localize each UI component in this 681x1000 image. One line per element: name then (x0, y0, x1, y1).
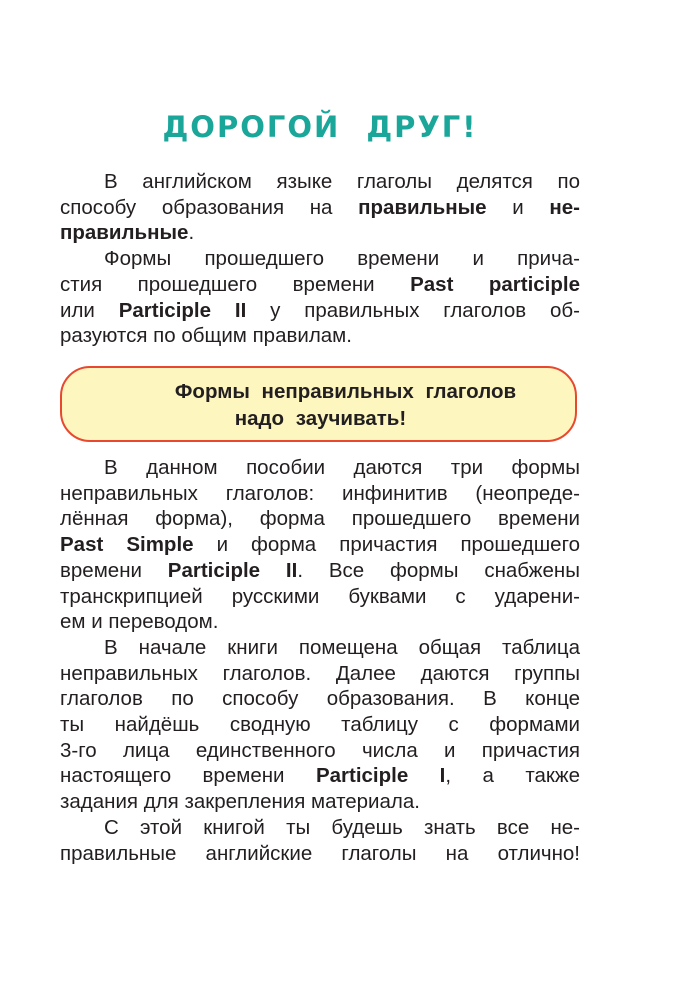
text-line: разуются по общим правилам. (60, 324, 352, 348)
text-line: 3-го лица единственного числа и причастия (60, 738, 580, 762)
text-line: времени Participle II. Все формы снабжены (60, 558, 580, 582)
term-regular: правильные (358, 195, 487, 219)
term-irregular-part2: правильные (60, 221, 189, 245)
term-past-simple: Past Simple (60, 533, 194, 557)
text-line: или Participle II у правильных глаголов об- (60, 298, 580, 322)
intro-text (60, 169, 580, 349)
text-line: стия прошедшего времени Past participle (60, 272, 580, 296)
text-line: ем и переводом. (60, 610, 219, 634)
text-line: лённая форма), форма прошедшего времени (60, 507, 580, 531)
text-line: задания для закрепления материала. (60, 790, 420, 814)
text-line: В английском языке глаголы делятся по (104, 170, 580, 193)
paragraph-book-contents (60, 635, 580, 815)
paragraph-closing (60, 815, 580, 866)
text-line: правильные английские глаголы на отлично! (60, 841, 580, 865)
text-line: Past Simple и форма причастия прошедшего (60, 533, 580, 557)
text-line: ты найдёшь сводную таблицу с формами (60, 713, 580, 737)
text-line: неправильных глаголов: инфинитив (неопреде- (60, 481, 580, 505)
text-line: способу образования на правильные и не- (60, 195, 581, 219)
term-participle-ii: Participle II (167, 558, 298, 582)
paragraph-past-forms (60, 246, 580, 349)
term-participle-ii: Participle II (118, 298, 247, 322)
text-line: В начале книги помещена общая таблица (104, 635, 580, 659)
callout-box (60, 366, 577, 442)
callout-line: надо заучивать! (234, 407, 407, 430)
text-line: настоящего времени Participle I, а также (60, 764, 580, 788)
text-line: транскрипцией русскими буквами с ударени- (60, 584, 580, 608)
page-title: ДОРОГОЙ ДРУГ! (162, 110, 478, 144)
term-participle-i: Participle I (315, 764, 446, 788)
callout-line: Формы неправильных глаголов (174, 380, 517, 403)
text-line: неправильных глаголов. Далее даются группы (60, 661, 580, 685)
callout-text (62, 378, 579, 432)
text-line: глаголов по способу образования. В конце (60, 687, 580, 711)
paragraph-verb-types (60, 169, 580, 246)
text-line: Формы прошедшего времени и прича- (104, 247, 580, 271)
text-line: правильные. (60, 221, 195, 245)
term-irregular-part1: не- (549, 195, 581, 219)
paragraph-three-forms (60, 455, 580, 635)
term-past-participle: Past participle (410, 272, 580, 296)
text-line: С этой книгой ты будешь знать все не- (104, 815, 580, 839)
text-line: В данном пособии даются три формы (104, 456, 580, 479)
body-text (60, 455, 580, 866)
